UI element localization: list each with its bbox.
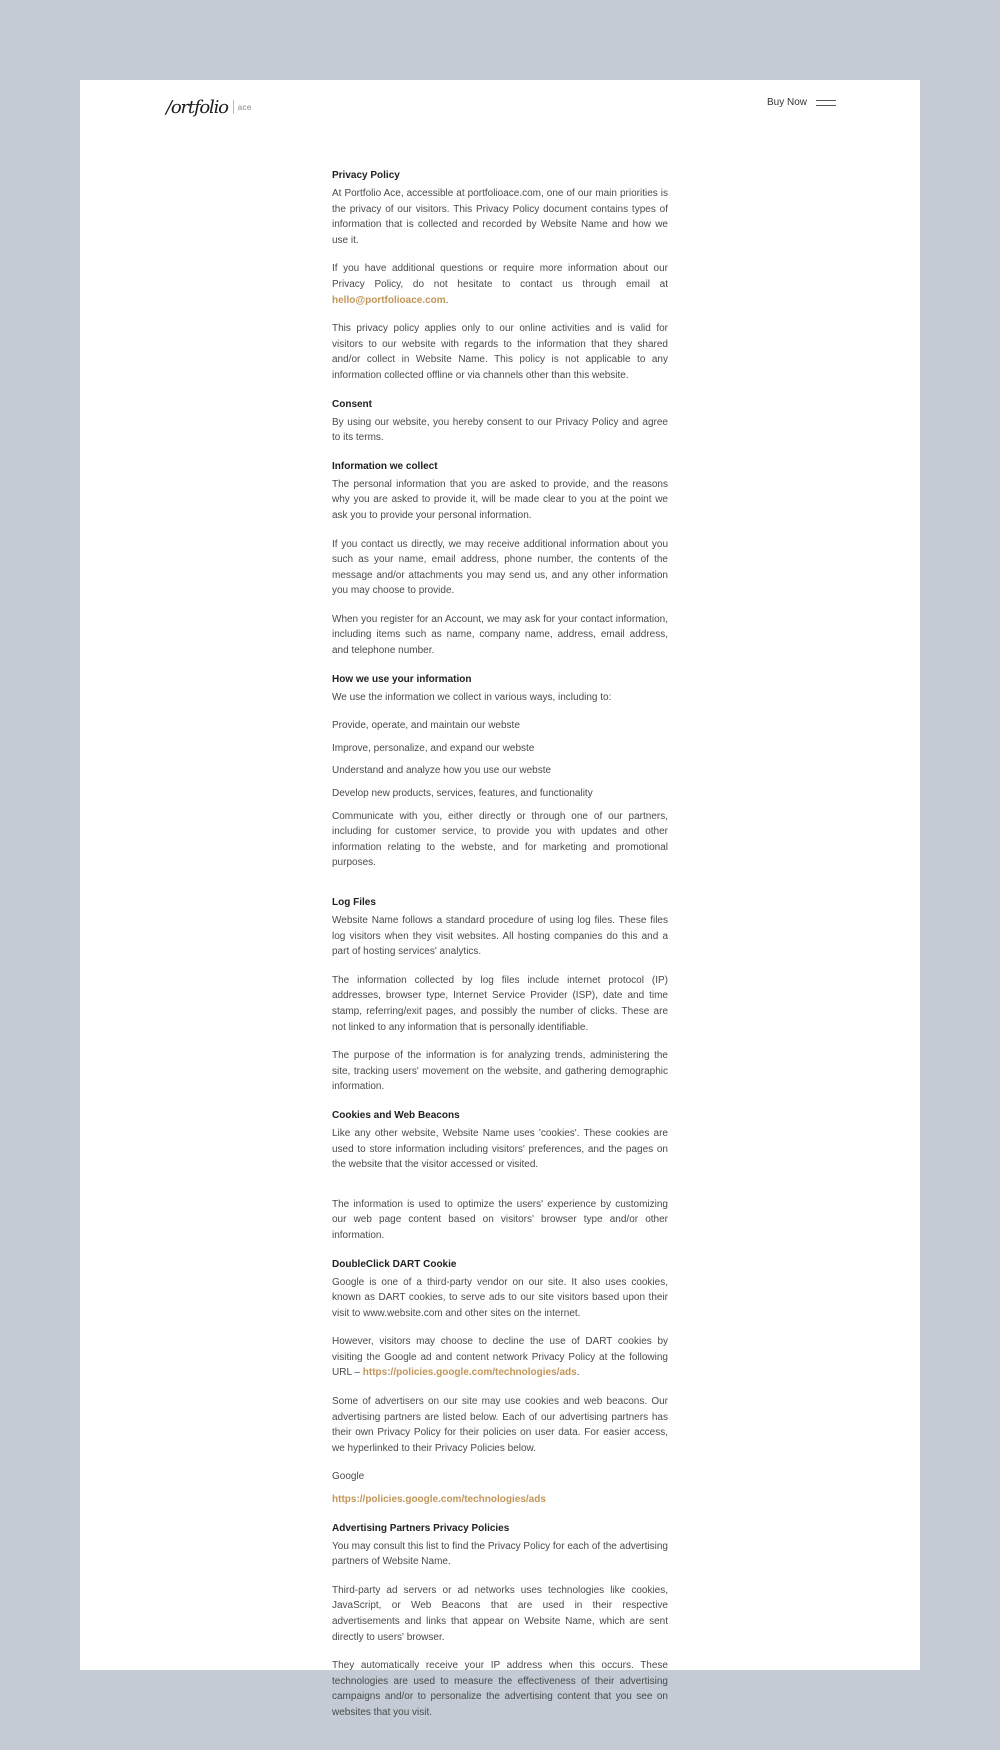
logo[interactable] <box>166 92 252 122</box>
menu-line <box>816 100 836 101</box>
paragraph-text: However, visitors may choose to decline the use of DART cookies by visiting the Google ad and content network Privacy Policy at the following URL – <box>332 1336 668 1379</box>
paragraph: The personal information that you are asked to provide, and the reasons why you are asked to provide it, will be made clear to you at the point we ask you to provide your personal information. <box>332 478 668 521</box>
page-card <box>80 80 920 1718</box>
list-item: Improve, personalize, and expand our webste <box>332 742 535 754</box>
paragraph: Google is one of a third-party vendor on our site. It also uses cookies, known as DART cookies, to serve ads to our site visitors based upon their visit to www.website.com and other sites on the internet. <box>332 1276 668 1319</box>
paragraph: If you contact us directly, we may receive additional information about you such as your name, email address, phone number, the contents of the message and/or attachments you may send us, and any other information you may choose to provide. <box>332 538 668 597</box>
paragraph: Some of advertisers on our site may use cookies and web beacons. Our advertising partners are listed below. Each of our advertising partners has their own Privacy Policy for their policies on user data. For easier access, we hyperlinked to their Privacy Policies below. <box>332 1396 668 1454</box>
list-item: Develop new products, services, features, and functionality <box>332 788 593 800</box>
paragraph: We use the information we collect in various ways, including to: <box>332 691 612 703</box>
list-item: Provide, operate, and maintain our webste <box>332 720 520 732</box>
logo-suffix: ace <box>237 102 252 112</box>
section-title-information-we-collect: Information we collect <box>332 460 438 472</box>
paragraph: The purpose of the information is for analyzing trends, administering the site, tracking users' movement on the website, and gathering demographic information. <box>332 1050 668 1093</box>
punctuation: . <box>445 294 449 306</box>
paragraph: Third-party ad servers or ad networks uses technologies like cookies, JavaScript, or Web Beacons that are used in their respective advertisements and links that appear on Website Name, which are sent directly to users' browser. <box>332 1584 668 1643</box>
section-title-privacy-policy: Privacy Policy <box>332 170 400 181</box>
site-header <box>80 80 920 160</box>
list-item: Communicate with you, either directly or through one of our partners, including for customer service, to provide you with updates and other information relating to the webste, and for marketing and promotional purposes. <box>332 810 668 869</box>
paragraph: Website Name follows a standard procedure of using log files. These files log visitors when they visit websites. All hosting companies do this and a part of hosting services' analytics. <box>332 915 668 958</box>
paragraph: When you register for an Account, we may ask for your contact information, including items such as name, company name, address, email address, and telephone number. <box>332 613 668 657</box>
policy-content <box>332 168 668 1734</box>
paragraph: You may consult this list to find the Privacy Policy for each of the advertising partners of Website Name. <box>332 1540 668 1568</box>
hamburger-menu-icon[interactable] <box>816 100 836 108</box>
paragraph <box>332 1492 668 1508</box>
menu-line <box>816 105 836 106</box>
email-link[interactable]: hello@portfolioace.com <box>332 294 446 306</box>
paragraph: The information collected by log files include internet protocol (IP) addresses, browser type, Internet Service Provider (ISP), date and time stamp, referring/exit pages, and possibly the number of clicks. These are not linked to any information that is personally identifiable. <box>332 974 668 1033</box>
logo-wordmark: /ortfolio <box>166 96 228 118</box>
section-title-doubleclick: DoubleClick DART Cookie <box>332 1258 457 1270</box>
paragraph: This privacy policy applies only to our online activities and is valid for visitors to our website with regards to the information that they shared and/or collect in Website Name. This policy is not applicable to any information collected offline or via channels other than this website. <box>332 323 668 381</box>
section-title-how-we-use: How we use your information <box>332 673 472 685</box>
section-title-log-files: Log Files <box>332 897 376 908</box>
section-title-advertising-partners: Advertising Partners Privacy Policies <box>332 1522 510 1534</box>
paragraph: Like any other website, Website Name uses 'cookies'. These cookies are used to store information including visitors' preferences, and the pages on the website that the visitor accessed or visited. <box>332 1127 668 1171</box>
section-title-consent: Consent <box>332 398 372 410</box>
punctuation: . <box>576 1367 580 1379</box>
paragraph-text: If you have additional questions or require more information about our Privacy Policy, do not hesitate to contact us through email at <box>332 263 668 290</box>
paragraph: They automatically receive your IP address when this occurs. These technologies are used to measure the effectiveness of their advertising campaigns and/or to personalize the advertising content that you see on websites that you visit. <box>332 1660 668 1718</box>
section-title-cookies: Cookies and Web Beacons <box>332 1109 460 1121</box>
google-ads-link[interactable]: https://policies.google.com/technologies/ads <box>332 1494 546 1506</box>
paragraph: By using our website, you hereby consent to our Privacy Policy and agree to its terms. <box>332 416 668 444</box>
paragraph: The information is used to optimize the users' experience by customizing our web page content based on visitors' browser type and/or other information. <box>332 1198 668 1241</box>
paragraph <box>332 1334 668 1381</box>
logo-divider <box>233 100 234 114</box>
paragraph <box>332 261 668 308</box>
paragraph: At Portfolio Ace, accessible at portfolioace.com, one of our main priorities is the privacy of our visitors. This Privacy Policy document contains types of information that is collected and recorded by Website Name and how we use it. <box>332 188 668 246</box>
partner-name: Google <box>332 1471 365 1483</box>
buy-now-link[interactable]: Buy Now <box>767 97 808 108</box>
google-policy-link[interactable]: https://policies.google.com/technologies/ads <box>362 1367 577 1379</box>
list-item: Understand and analyze how you use our webste <box>332 765 552 777</box>
